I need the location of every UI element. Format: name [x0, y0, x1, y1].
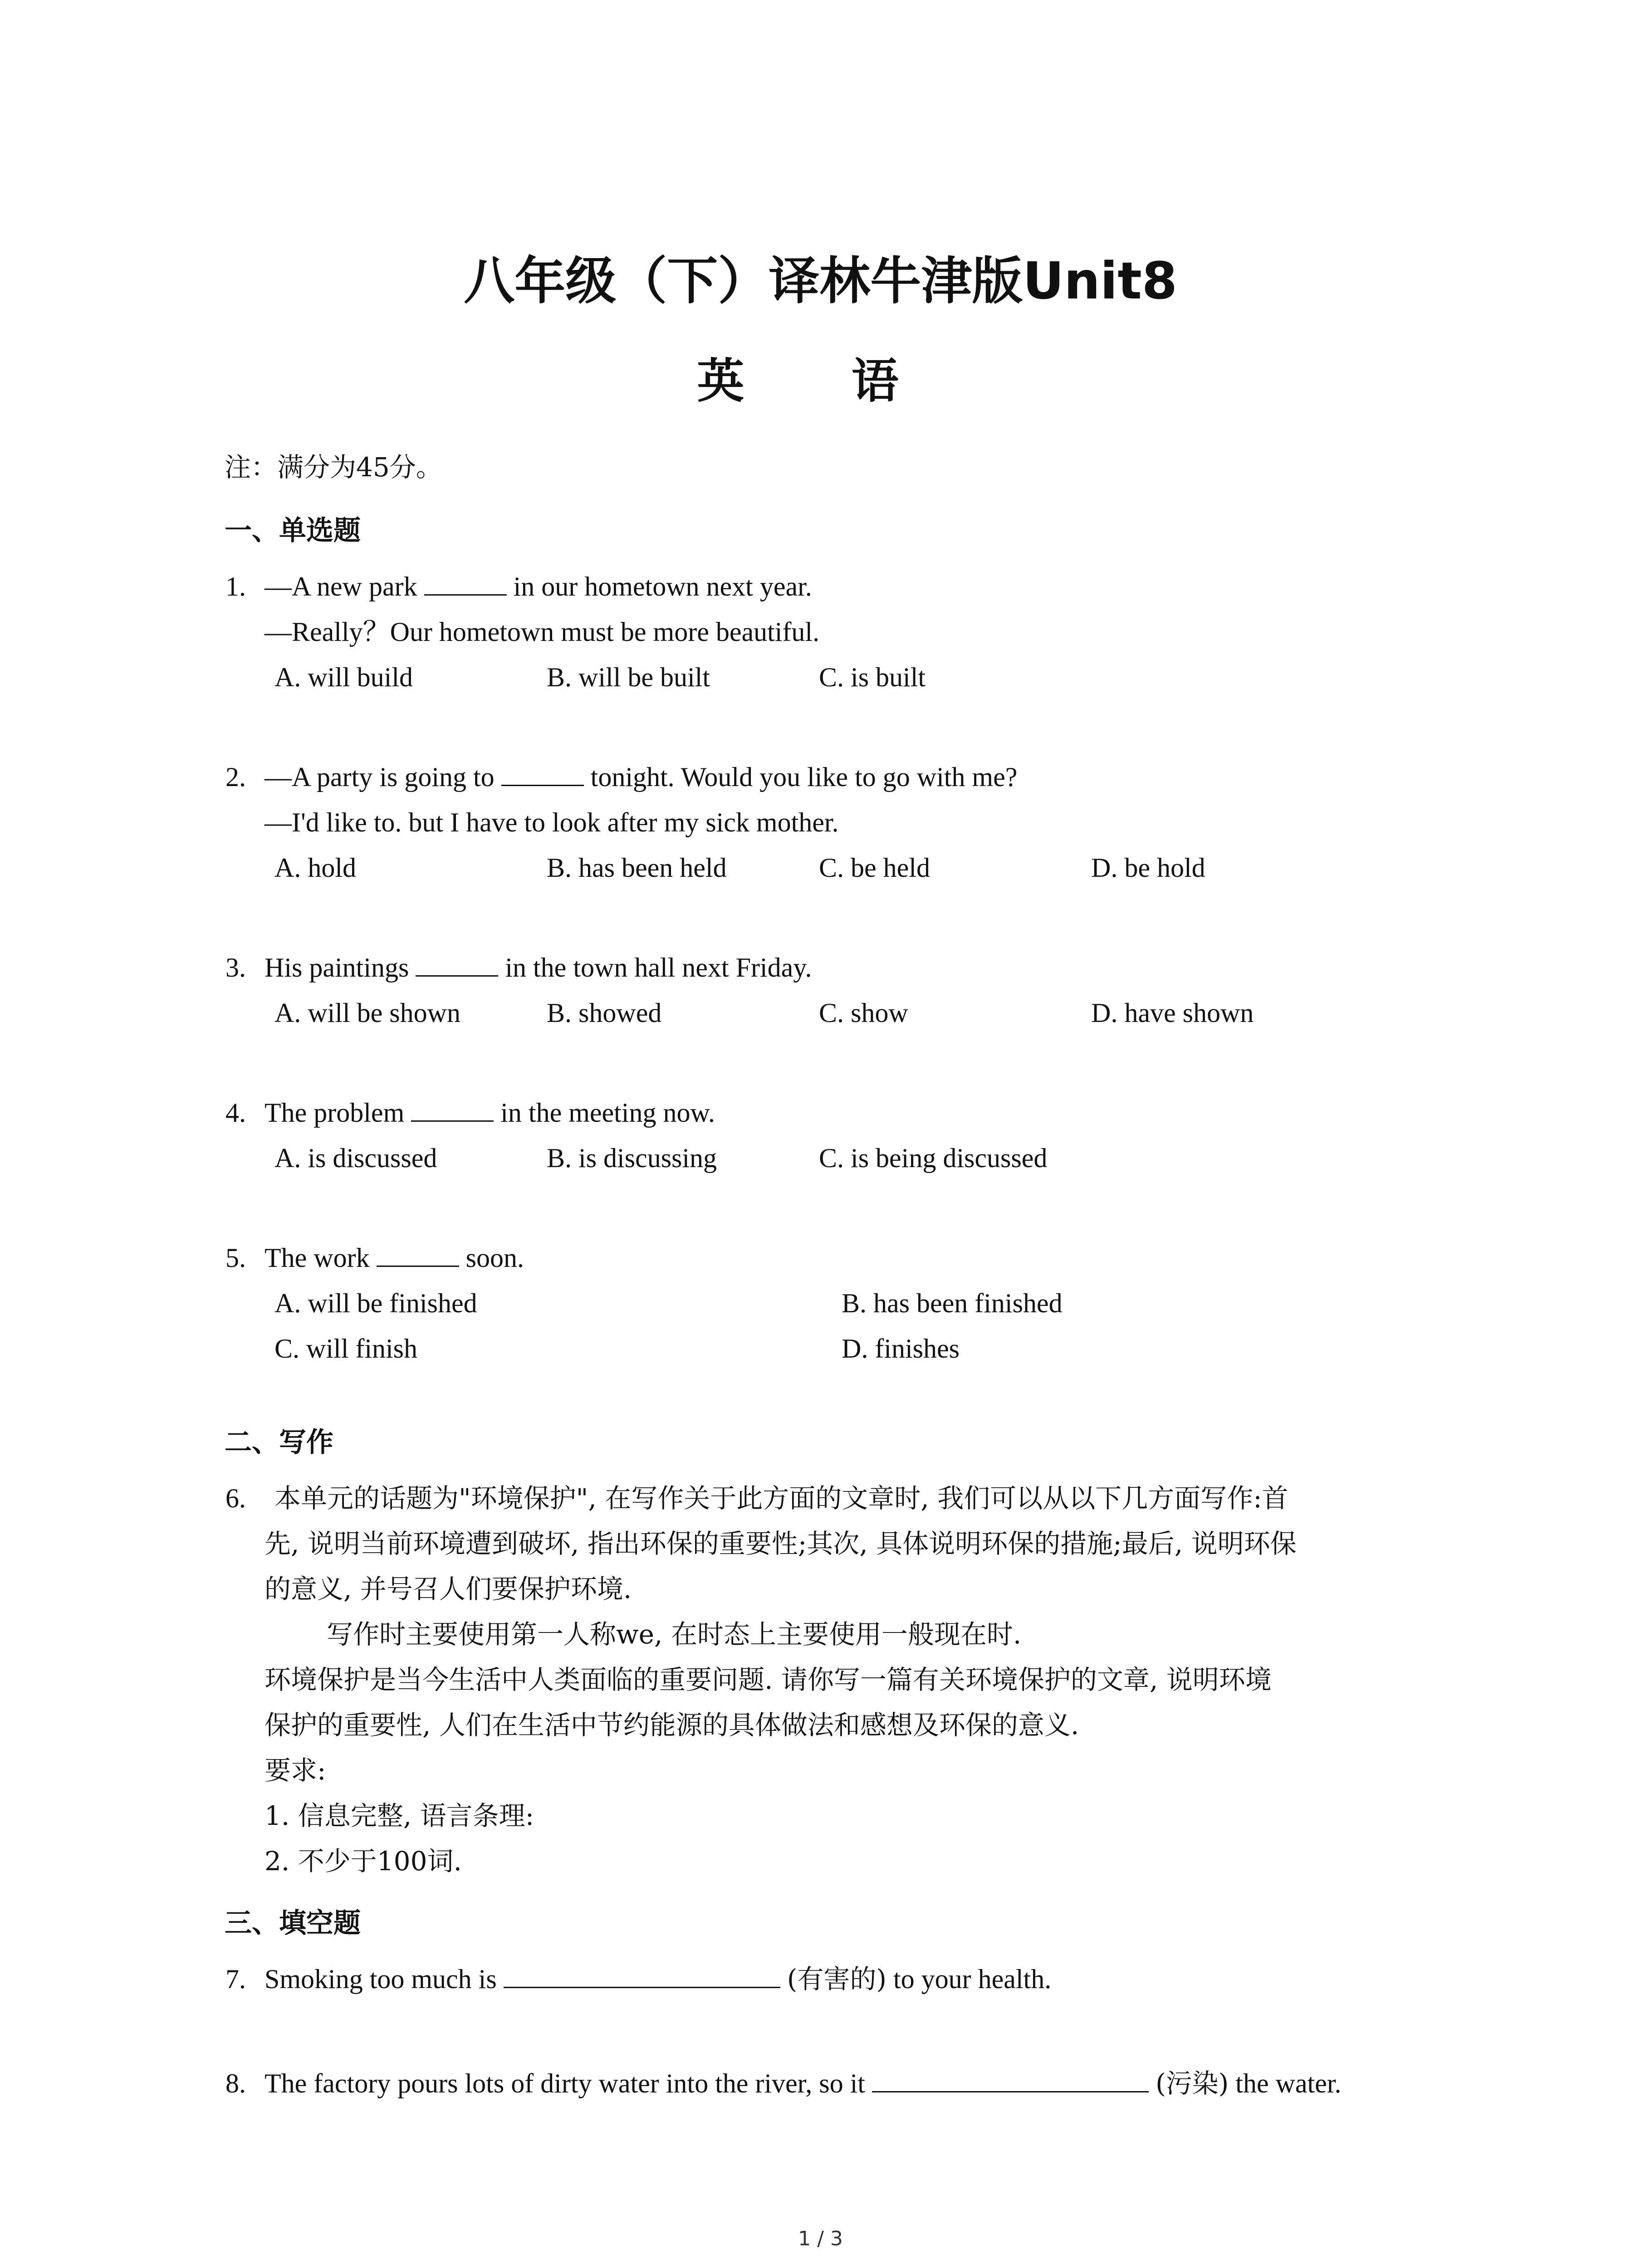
question-6-line-1: 本单元的话题为"环境保护", 在写作关于此方面的文章时, 我们可以从以下几方面写作:首 [274, 1483, 1288, 1514]
question-7-hint: (有害的) [787, 1964, 887, 1994]
question-5-text-a: The work [265, 1243, 370, 1273]
question-4-line-1 [265, 1095, 715, 1131]
question-7-text-b: to your health. [893, 1964, 1052, 1994]
question-3-option-a[interactable]: A. will be shown [274, 998, 460, 1028]
question-4-option-a[interactable]: A. is discussed [274, 1143, 437, 1173]
question-6-line-6: 保护的重要性, 人们在生活中节约能源的具体做法和感想及环保的意义. [265, 1710, 1079, 1740]
section-heading-writing: 二、写作 [225, 1427, 333, 1458]
question-1-number: 1. [225, 572, 246, 601]
question-8-hint: (污染) [1155, 2068, 1229, 2099]
question-2-option-b[interactable]: B. has been held [547, 853, 727, 883]
question-7-line [265, 1961, 1051, 1997]
question-3-option-d[interactable]: D. have shown [1091, 998, 1254, 1028]
subject-title: 英 语 [697, 353, 944, 409]
question-1-line-1 [265, 568, 812, 605]
question-5-option-c[interactable]: C. will finish [274, 1334, 418, 1364]
question-5-line-1 [265, 1240, 524, 1276]
question-8-text-b: the water. [1235, 2068, 1342, 2098]
question-6-number: 6. [225, 1483, 246, 1513]
answer-blank[interactable] [504, 1961, 780, 1988]
question-6-requirement-2: 2. 不少于100词. [265, 1846, 462, 1877]
question-8-number: 8. [225, 2068, 246, 2098]
question-1-text-b: in our hometown next year. [513, 572, 812, 601]
question-1-text-a: —A new park [265, 572, 417, 601]
question-3-number: 3. [225, 953, 246, 982]
question-3-text-a: His paintings [265, 953, 409, 982]
answer-blank[interactable] [872, 2066, 1149, 2092]
question-6-requirement-1: 1. 信息完整, 语言条理: [265, 1800, 534, 1831]
question-2-text-a: —A party is going to [265, 762, 495, 792]
answer-blank[interactable] [416, 950, 498, 977]
page-number: 1 / 3 [798, 2227, 843, 2250]
question-6-line-3: 的意义, 并号召人们要保护环境. [265, 1574, 632, 1604]
question-6-line-5: 环境保护是当今生活中人类面临的重要问题. 请你写一篇有关环境保护的文章, 说明环境 [265, 1664, 1272, 1695]
question-2-text-b: tonight. Would you like to go with me? [590, 762, 1018, 792]
question-6-line-2: 先, 说明当前环境遭到破坏, 指出环保的重要性;其次, 具体说明环保的措施;最后, 说明环保 [265, 1528, 1297, 1559]
question-4-option-c[interactable]: C. is being discussed [819, 1143, 1048, 1173]
question-2-line-2: —I'd like to. but I have to look after my sick mother. [265, 807, 839, 837]
question-1-option-a[interactable]: A. will build [274, 662, 413, 692]
question-3-option-c[interactable]: C. show [819, 998, 908, 1028]
question-6-requirements-label: 要求: [265, 1755, 326, 1786]
question-5-text-b: soon. [465, 1243, 524, 1273]
section-heading-single-choice: 一、单选题 [225, 515, 361, 547]
question-7-text-a: Smoking too much is [265, 1964, 497, 1994]
answer-blank[interactable] [501, 759, 584, 786]
question-2-line-1 [265, 759, 1017, 795]
question-4-option-b[interactable]: B. is discussing [547, 1143, 717, 1173]
question-6-line-4: 写作时主要使用第一人称we, 在时态上主要使用一般现在时. [327, 1619, 1022, 1650]
question-8-line [265, 2065, 1341, 2102]
question-1-option-c[interactable]: C. is built [819, 662, 926, 692]
answer-blank[interactable] [424, 569, 507, 596]
question-4-text-a: The problem [265, 1098, 405, 1128]
question-3-text-b: in the town hall next Friday. [505, 953, 812, 982]
question-7-number: 7. [225, 1964, 246, 1994]
section-heading-fill-in: 三、填空题 [225, 1907, 361, 1939]
answer-blank[interactable] [411, 1095, 494, 1122]
question-1-line-2: —Really？Our hometown must be more beautiful. [265, 617, 820, 647]
question-3-line-1 [265, 949, 812, 986]
question-2-number: 2. [225, 762, 246, 792]
question-5-option-d[interactable]: D. finishes [842, 1334, 960, 1364]
question-2-option-c[interactable]: C. be held [819, 853, 930, 883]
question-2-option-a[interactable]: A. hold [274, 853, 356, 883]
question-5-number: 5. [225, 1243, 246, 1273]
question-2-option-d[interactable]: D. be hold [1091, 853, 1205, 883]
page-title: 八年级（下）译林牛津版Unit8 [464, 252, 1177, 311]
question-3-option-b[interactable]: B. showed [547, 998, 662, 1028]
answer-blank[interactable] [377, 1240, 459, 1267]
question-4-number: 4. [225, 1098, 246, 1128]
question-4-text-b: in the meeting now. [500, 1098, 715, 1128]
score-note: 注：满分为45分。 [225, 452, 442, 483]
question-5-option-a[interactable]: A. will be finished [274, 1288, 477, 1318]
question-5-option-b[interactable]: B. has been finished [842, 1288, 1063, 1318]
question-1-option-b[interactable]: B. will be built [547, 662, 710, 692]
question-8-text-a: The factory pours lots of dirty water into the river, so it [265, 2068, 865, 2098]
